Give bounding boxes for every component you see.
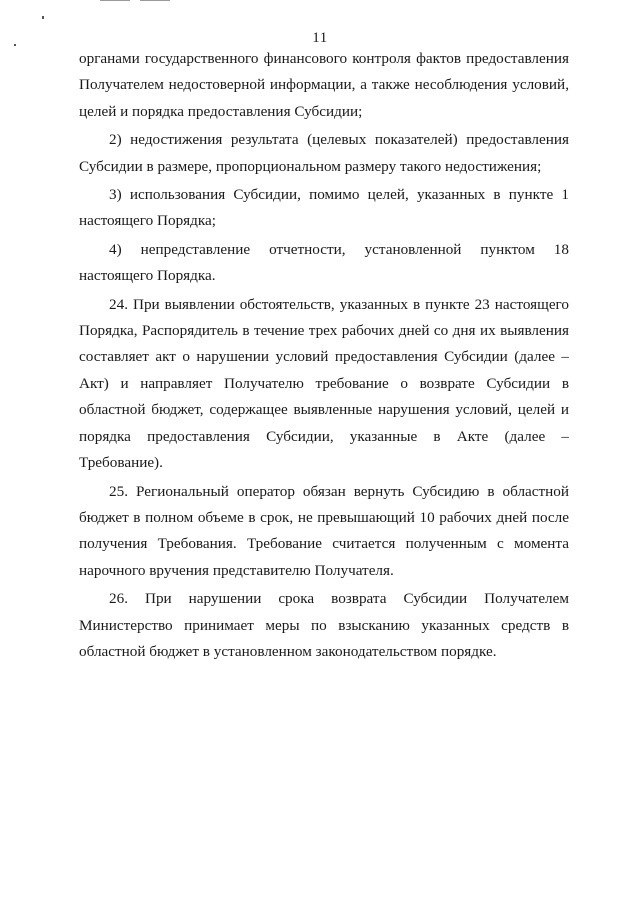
text-line: бюджет в полном объеме в срок, не превышающий 10 рабочих дней после xyxy=(79,508,569,526)
text-line: 4) непредставление отчетности, установленной пунктом 18 xyxy=(109,240,569,258)
text-line: Получателем недостоверной информации, а также несоблюдения условий, xyxy=(79,76,569,94)
paragraph-item-24 xyxy=(79,292,569,477)
text-line: 25. Региональный оператор обязан вернуть Субсидию в областной xyxy=(109,482,569,500)
page-number: 11 xyxy=(312,30,328,46)
text-line: нарочного вручения представителю Получателя. xyxy=(79,561,394,579)
scan-mark xyxy=(140,0,170,1)
text-line: целей и порядка предоставления Субсидии; xyxy=(79,102,363,120)
paragraph-item-3 xyxy=(79,182,569,235)
text-line: Акт) и направляет Получателю требование о возврате Субсидии в xyxy=(79,374,569,392)
text-line: органами государственного финансового контроля фактов предоставления xyxy=(79,50,569,67)
paragraph-item-4 xyxy=(79,237,569,290)
paragraph-item-25 xyxy=(79,479,569,585)
text-line: областной бюджет в установленном законодательством порядке. xyxy=(79,642,497,660)
text-line: Требование). xyxy=(79,454,163,472)
text-line: 24. При выявлении обстоятельств, указанных в пункте 23 настоящего xyxy=(109,295,569,313)
text-line: 26. При нарушении срока возврата Субсидии Получателем xyxy=(109,590,569,608)
text-line: настоящего Порядка. xyxy=(79,267,216,285)
text-line: 2) недостижения результата (целевых показателей) предоставления xyxy=(109,131,569,149)
scan-mark xyxy=(42,16,44,19)
text-line: 3) использования Субсидии, помимо целей, указанных в пункте 1 xyxy=(109,186,569,204)
scan-mark xyxy=(100,0,130,1)
text-line: настоящего Порядка; xyxy=(79,212,216,230)
text-line: получения Требования. Требование считается полученным с момента xyxy=(79,535,569,553)
text-line: Министерство принимает меры по взысканию указанных средств в xyxy=(79,616,569,634)
text-line: составляет акт о нарушении условий предоставления Субсидии (далее – xyxy=(79,348,569,366)
text-line: областной бюджет, содержащее выявленные нарушения условий, целей и xyxy=(79,401,569,419)
paragraph-item-26 xyxy=(79,586,569,665)
text-line: порядка предоставления Субсидии, указанные в Акте (далее – xyxy=(79,427,569,445)
paragraph-continuation xyxy=(79,46,569,125)
text-line: Субсидии в размере, пропорциональном размеру такого недостижения; xyxy=(79,157,542,175)
document-body xyxy=(79,46,569,665)
paragraph-item-2 xyxy=(79,127,569,180)
text-line: Порядка, Распорядитель в течение трех рабочих дней со дня их выявления xyxy=(79,322,569,340)
